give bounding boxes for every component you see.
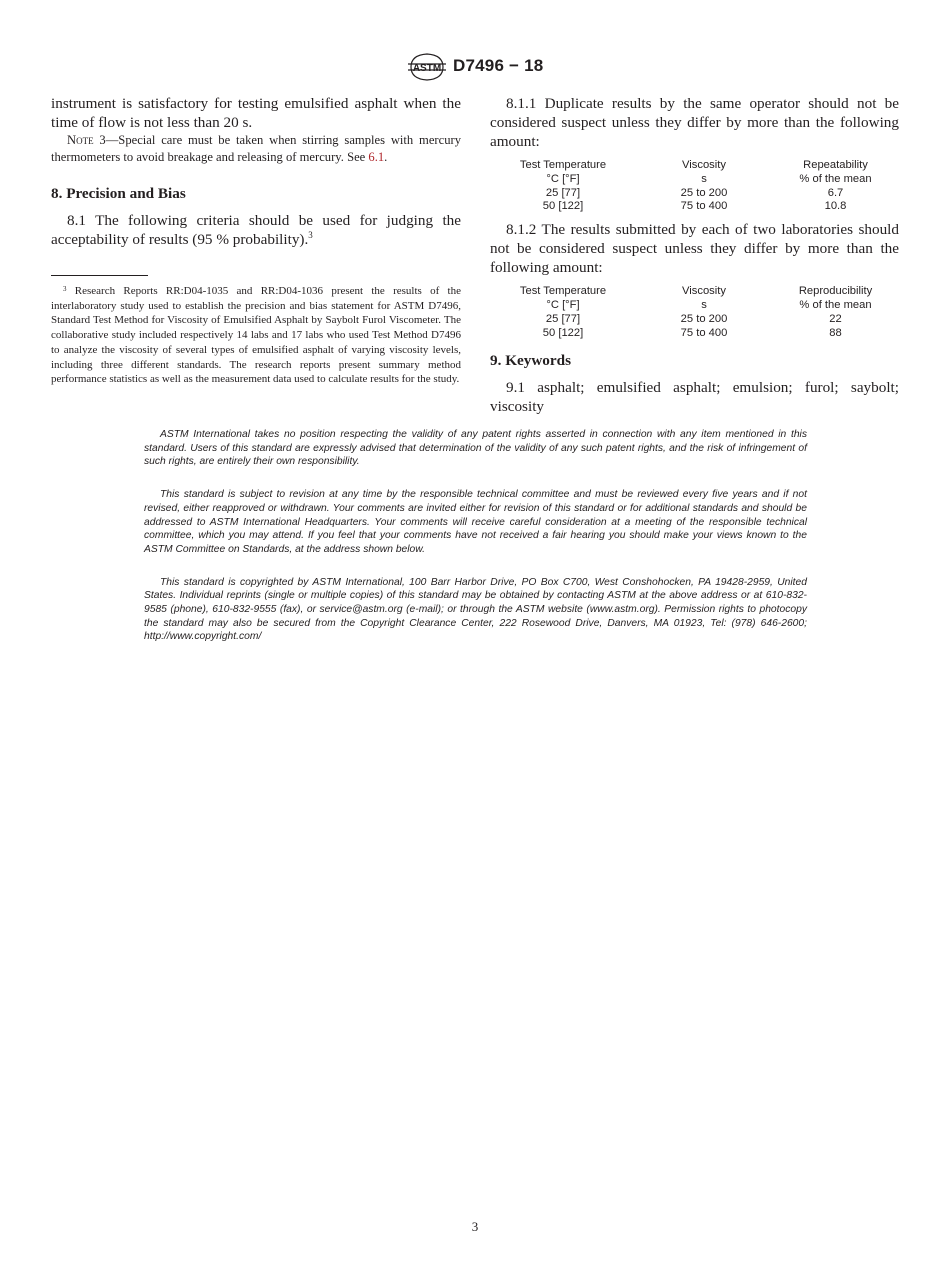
table-header: Test Temperature xyxy=(519,159,607,171)
page-header xyxy=(0,50,950,84)
table-cell: 25 to 200 xyxy=(680,186,728,199)
astm-notices xyxy=(144,428,807,663)
section-8-heading: 8. Precision and Bias xyxy=(51,185,186,202)
left-column xyxy=(51,94,461,387)
footnote-divider xyxy=(51,275,148,276)
table-header-row xyxy=(490,159,899,173)
table-row xyxy=(490,187,899,201)
table-unit: s xyxy=(701,298,707,311)
table-cell: 22 xyxy=(829,312,842,325)
table-row xyxy=(490,327,899,341)
table-cell: 10.8 xyxy=(824,200,847,213)
note-text-end: . xyxy=(384,149,388,164)
table-header: Viscosity xyxy=(682,159,726,171)
table-unit: °C [°F] xyxy=(546,298,580,311)
table-header: Viscosity xyxy=(682,285,726,298)
logo-text: ASTM xyxy=(412,63,442,74)
page-number: 3 xyxy=(471,1219,479,1234)
footnote-text: Research Reports RR:D04-1035 and RR:D04-1036 present the results of the interlaboratory study used to establish the precision and bias statement for ASTM D7496, Standard Test Method for Viscosity of Emulsified Asphalt by Saybolt Furol Viscometer. The collaborative study included respectively 14 labs and 17 labs who used Test Method D7496 to analyze the viscosity of several types of emulsified asphalt of varying viscosity levels, including three different standards. The research reports present summary method performance statistics as well as the measurement data used to calculate results for the study. xyxy=(51,285,461,386)
note-text: 3—Special care must be taken when stirring samples with mercury thermometers to avoid breakage and releasing of mercury. See xyxy=(51,133,461,164)
table-header: Test Temperature xyxy=(519,285,607,298)
footnote-3 xyxy=(51,284,461,387)
table-units-row xyxy=(490,299,899,313)
table-cell: 88 xyxy=(829,326,842,339)
footnote-reference[interactable]: 3 xyxy=(308,230,313,240)
table-cell: 50 [122] xyxy=(542,326,584,339)
table-unit: °C [°F] xyxy=(546,172,580,185)
footnote-mark: 3 xyxy=(63,285,67,293)
table-header-row xyxy=(490,285,899,299)
table-row xyxy=(490,313,899,327)
reproducibility-table xyxy=(490,285,899,340)
table-unit: % of the mean xyxy=(799,172,872,185)
section-9-heading: 9. Keywords xyxy=(490,352,571,370)
paragraph-8-1-1: 8.1.1 Duplicate results by the same operator should not be considered suspect unless they differ by more than the following amount: xyxy=(490,95,899,150)
table-cell: 50 [122] xyxy=(542,200,584,213)
paragraph-8-1-2: 8.1.2 The results submitted by each of two laboratories should not be considered suspect unless they differ by more than the following amount: xyxy=(490,221,899,277)
continued-paragraph: instrument is satisfactory for testing emulsified asphalt when the time of flow is not less than 20 s. xyxy=(51,95,461,131)
patent-notice: ASTM International takes no position respecting the validity of any patent rights asserted in connection with any item mentioned in this standard. Users of this standard are expressly advised that determination of the validity of any such patent rights, and the risk of infringement of such rights, are entirely their own responsibility. xyxy=(144,429,807,468)
section-6-1-link[interactable]: 6.1 xyxy=(368,149,385,164)
note-label: Note xyxy=(67,133,94,147)
document-designation: D7496 − 18 xyxy=(453,56,544,75)
paragraph-8-1-text: 8.1 The following criteria should be used for judging the acceptability of results (95 % probability). xyxy=(51,212,461,248)
table-header: Reproducibility xyxy=(798,285,873,298)
astm-logo xyxy=(407,52,447,82)
table-unit: s xyxy=(701,172,707,185)
table-row xyxy=(490,200,899,214)
note-3 xyxy=(51,132,461,165)
paragraph-8-1 xyxy=(51,211,461,249)
paragraph-9-1: 9.1 asphalt; emulsified asphalt; emulsion; furol; saybolt; viscosity xyxy=(490,379,899,416)
table-unit: % of the mean xyxy=(799,298,872,311)
table-cell: 6.7 xyxy=(827,186,844,199)
table-cell: 75 to 400 xyxy=(680,200,728,213)
table-cell: 75 to 400 xyxy=(680,326,728,339)
repeatability-table xyxy=(490,159,899,214)
table-cell: 25 to 200 xyxy=(680,312,728,325)
table-cell: 25 [77] xyxy=(545,186,581,199)
copyright-notice: This standard is copyrighted by ASTM International, 100 Barr Harbor Drive, PO Box C700, West Conshohocken, PA 19428-2959, United States. Individual reprints (single or multiple copies) of this standard may be obtained by contacting ASTM at the above address or at 610-832-9585 (phone), 610-832-9555 (fax), or service@astm.org (e-mail); or through the ASTM website (www.astm.org). Permission rights to photocopy the standard may also be secured from the Copyright Clearance Center, 222 Rosewood Drive, Danvers, MA 01923, Tel: (978) 646-2600; http://www.copyright.com/ xyxy=(144,576,807,643)
table-units-row xyxy=(490,173,899,187)
table-cell: 25 [77] xyxy=(545,312,581,325)
table-header: Repeatability xyxy=(803,159,868,171)
revision-notice: This standard is subject to revision at any time by the responsible technical committee and must be reviewed every five years and if not revised, either reapproved or withdrawn. Your comments are invited either for revision of this standard or for additional standards and should be addressed to ASTM International Headquarters. Your comments will receive careful consideration at a meeting of the responsible technical committee, which you may attend. If you feel that your comments have not received a fair hearing you should make your views known to the ASTM Committee on Standards, at the address shown below. xyxy=(144,489,807,555)
right-column xyxy=(490,94,899,416)
